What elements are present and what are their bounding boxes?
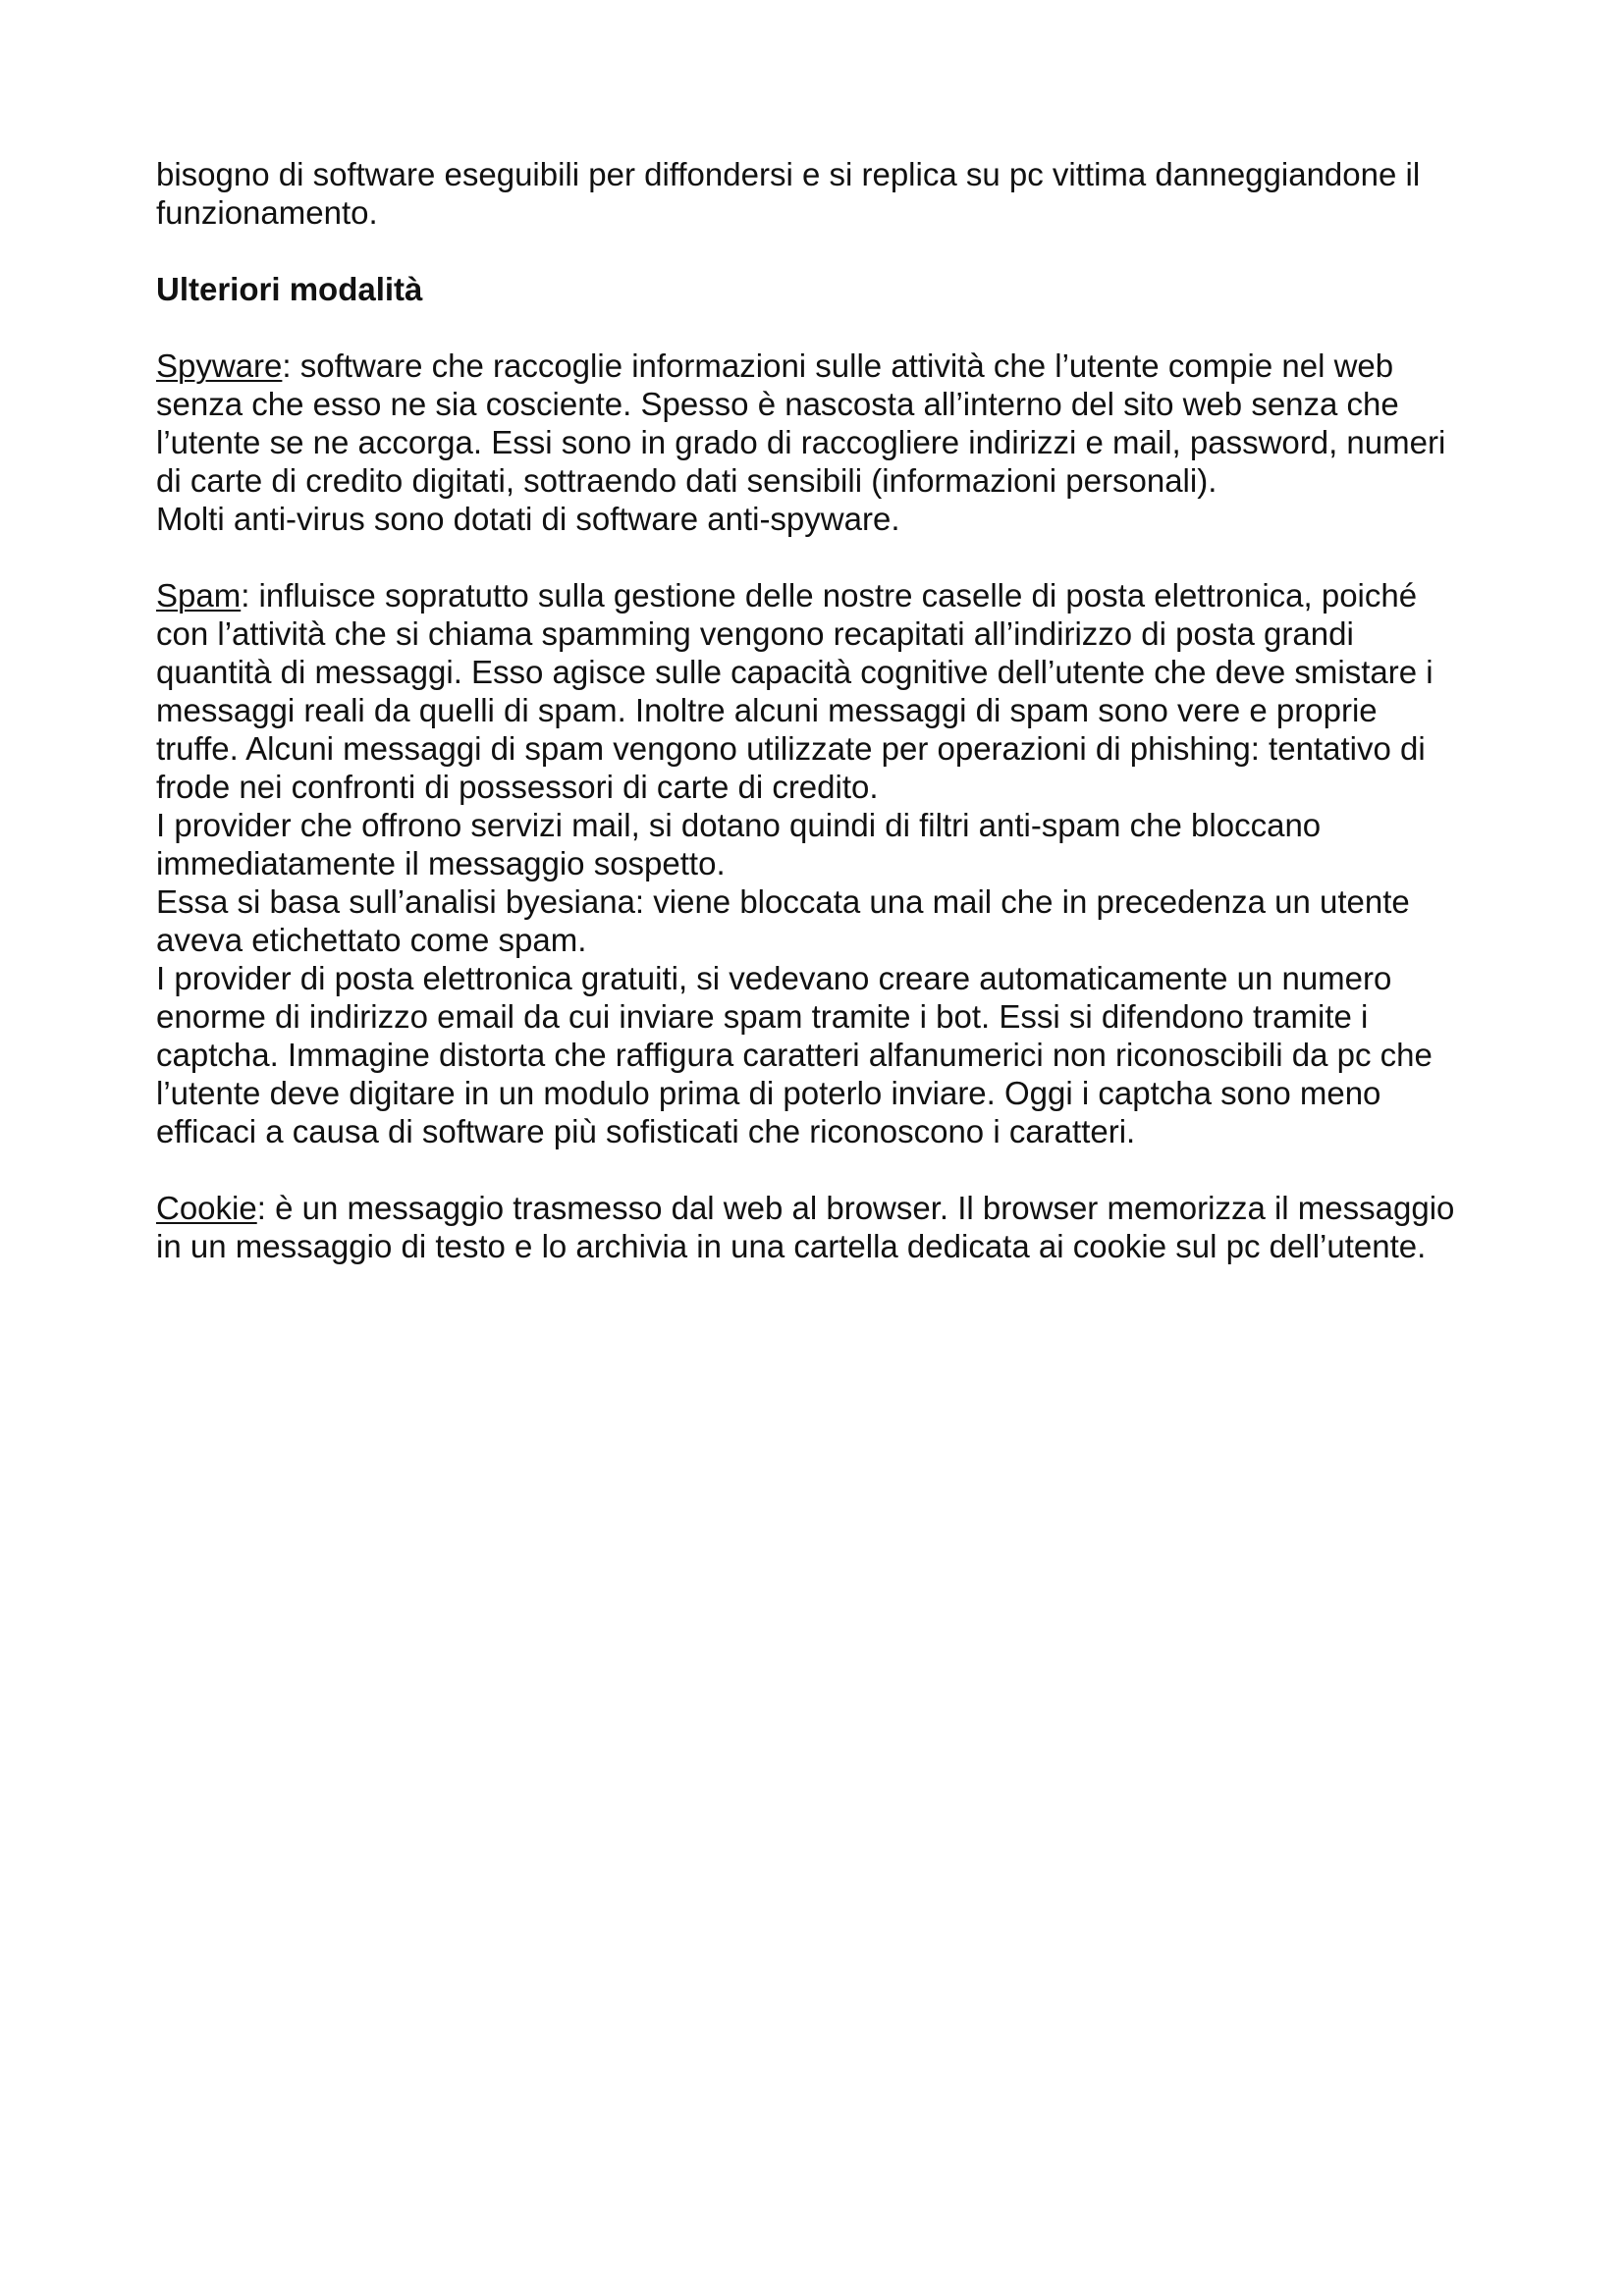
cookie-term: Cookie [156,1190,257,1226]
spam-line: enorme di indirizzo email da cui inviare spam tramite i bot. Essi si difendono tramite i [156,998,1369,1035]
spam-line: Essa si basa sull’analisi byesiana: viene bloccata una mail che in precedenza un utente [156,883,1410,920]
intro-line: funzionamento. [156,194,378,231]
spam-line: immediatamente il messaggio sospetto. [156,845,726,881]
spyware-line: Molti anti-virus sono dotati di software anti-spyware. [156,501,900,537]
spam-line: quantità di messaggi. Esso agisce sulle capacità cognitive dell’utente che deve smistare i [156,654,1434,690]
spam-line: l’utente deve digitare in un modulo prima di poterlo inviare. Oggi i captcha sono meno [156,1075,1381,1111]
paragraph-gap [156,308,1511,347]
spam-line: I provider che offrono servizi mail, si dotano quindi di filtri anti-spam che bloccano [156,807,1322,843]
spyware-first-line [156,347,1511,385]
spam-line: aveva etichettato come spam. [156,922,587,958]
cookie-line: in un messaggio di testo e lo archivia in una cartella dedicata ai cookie sul pc dell’utente. [156,1228,1427,1264]
intro-line: bisogno di software eseguibili per diffondersi e si replica su pc vittima danneggiandone il [156,156,1421,192]
spyware-line: l’utente se ne accorga. Essi sono in grado di raccogliere indirizzi e mail, password, numeri [156,424,1446,460]
spam-line: captcha. Immagine distorta che raffigura caratteri alfanumerici non riconoscibili da pc che [156,1037,1433,1073]
spam-line: efficaci a causa di software più sofisticati che riconoscono i caratteri. [156,1113,1136,1149]
section-heading: Ulteriori modalità [156,271,423,307]
spyware-line: di carte di credito digitati, sottraendo dati sensibili (informazioni personali). [156,462,1217,499]
spyware-line: senza che esso ne sia cosciente. Spesso è nascosta all’interno del sito web senza che [156,386,1399,422]
spam-line: messaggi reali da quelli di spam. Inoltre alcuni messaggi di spam sono vere e proprie [156,692,1378,728]
spyware-first-line-text: : software che raccoglie informazioni sulle attività che l’utente compie nel web [282,347,1394,384]
spam-line: I provider di posta elettronica gratuiti, si vedevano creare automaticamente un numero [156,960,1392,996]
cookie-first-line-text: : è un messaggio trasmesso dal web al browser. Il browser memorizza il messaggio [256,1190,1455,1226]
spam-term: Spam [156,577,242,614]
spam-line: truffe. Alcuni messaggi di spam vengono utilizzate per operazioni di phishing: tentativo di [156,730,1426,767]
document-body [156,155,1511,1265]
spam-first-line [156,576,1511,614]
paragraph-gap [156,232,1511,270]
spam-line: con l’attività che si chiama spamming vengono recapitati all’indirizzo di posta grandi [156,615,1354,652]
spam-line: frode nei confronti di possessori di carte di credito. [156,769,879,805]
spam-first-line-text: : influisce sopratutto sulla gestione delle nostre caselle di posta elettronica, poiché [241,577,1418,614]
paragraph-gap [156,1150,1511,1189]
spyware-term: Spyware [156,347,283,384]
cookie-first-line [156,1189,1511,1227]
paragraph-gap [156,538,1511,576]
